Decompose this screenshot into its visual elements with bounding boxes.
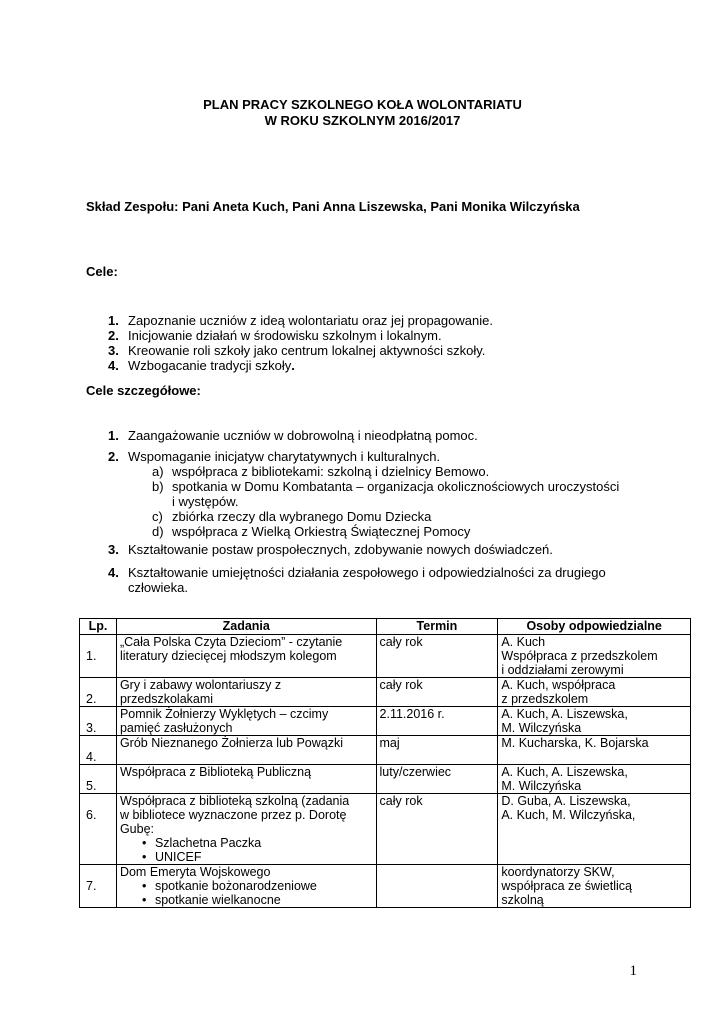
table-row [80, 736, 691, 765]
cell-term: 2.11.2016 r. [376, 707, 498, 736]
sub-item: d) współpraca z Wielką Orkiestrą Świątecznej Pomocy [152, 524, 471, 539]
cell-task: Gry i zabawy wolontariuszy z przedszkolakami [116, 678, 376, 707]
list-item: • UNICEF [120, 850, 373, 864]
sub-item: c) zbiórka rzeczy dla wybranego Domu Dziecka [152, 509, 432, 524]
table-row [80, 865, 691, 908]
table-row [80, 794, 691, 865]
page-number: 1 [629, 963, 637, 979]
goals-list [108, 313, 493, 373]
cell-lp: 2. [80, 678, 117, 707]
cell-task: Współpraca z Biblioteką Publiczną [116, 765, 376, 794]
cell-task: Grób Nieznanego Żołnierza lub Powązki [116, 736, 376, 765]
cell-term: cały rok [376, 794, 498, 865]
list-item: • spotkanie bożonarodzeniowe [120, 879, 373, 893]
header-lp: Lp. [80, 619, 117, 635]
list-item: 1. Zapoznanie uczniów z ideą wolontariatu oraz jej propagowanie. [108, 313, 493, 328]
cell-persons: koordynatorzy SKW, współpraca ze świetlicą szkolną [498, 865, 691, 908]
title-line-1: PLAN PRACY SZKOLNEGO KOŁA WOLONTARIATU [203, 97, 522, 112]
header-persons: Osoby odpowiedzialne [498, 619, 691, 635]
cell-persons: A. Kuch, współpraca z przedszkolem [498, 678, 691, 707]
detailed-goals-heading: Cele szczegółowe: [86, 383, 201, 398]
list-item: 1. Zaangażowanie uczniów w dobrowolną i nieodpłatną pomoc. [108, 428, 478, 443]
cell-term: luty/czerwiec [376, 765, 498, 794]
cell-lp: 5. [80, 765, 117, 794]
table-row [80, 678, 691, 707]
list-item: 3. Kształtowanie postaw prospołecznych, zdobywanie nowych doświadczeń. [108, 542, 553, 557]
cell-lp: 1. [80, 635, 117, 678]
task-bullets [120, 836, 373, 864]
cell-lp: 6. [80, 794, 117, 865]
title-line-2: W ROKU SZKOLNYM 2016/2017 [264, 113, 461, 128]
table-row [80, 765, 691, 794]
cell-term: cały rok [376, 635, 498, 678]
cell-lp: 3. [80, 707, 117, 736]
cell-persons: A. Kuch Współpraca z przedszkolem i oddziałami zerowymi [498, 635, 691, 678]
header-term: Termin [376, 619, 498, 635]
cell-task: Współpraca z biblioteką szkolną (zadania w bibliotece wyznaczone przez p. Dorotę Gubę: • Szlachetna Paczka • UNICEF [116, 794, 376, 865]
page-title [0, 97, 725, 129]
header-task: Zadania [116, 619, 376, 635]
cell-term: maj [376, 736, 498, 765]
table-row [80, 707, 691, 736]
cell-persons: A. Kuch, A. Liszewska, M. Wilczyńska [498, 707, 691, 736]
cell-persons: M. Kucharska, K. Bojarska [498, 736, 691, 765]
detailed-goals-item-4 [108, 565, 636, 595]
cell-lp: 7. [80, 865, 117, 908]
list-item-continuation: człowieka. [128, 580, 188, 595]
cell-task: Dom Emeryta Wojskowego • spotkanie bożonarodzeniowe • spotkanie wielkanocne [116, 865, 376, 908]
task-bullets [120, 879, 373, 907]
sub-item: b) spotkania w Domu Kombatanta – organizacja okolicznościowych uroczystości [152, 479, 620, 494]
detailed-goals-item-2 [108, 449, 441, 464]
sub-item: i występów. [172, 494, 239, 509]
cell-term [376, 865, 498, 908]
team-line: Skład Zespołu: Pani Aneta Kuch, Pani Anna Liszewska, Pani Monika Wilczyńska [86, 199, 580, 214]
detailed-goals-item-1 [108, 428, 478, 443]
list-item: 2. Wspomaganie inicjatyw charytatywnych i kulturalnych. [108, 449, 441, 464]
cell-task: Pomnik Żołnierzy Wyklętych – czcimy pamięć zasłużonych [116, 707, 376, 736]
list-item: • Szlachetna Paczka [120, 836, 373, 850]
goals-heading: Cele: [86, 264, 118, 279]
cell-persons: A. Kuch, A. Liszewska, M. Wilczyńska [498, 765, 691, 794]
cell-term: cały rok [376, 678, 498, 707]
list-item: 2. Inicjowanie działań w środowisku szkolnym i lokalnym. [108, 328, 442, 343]
list-item: 3. Kreowanie roli szkoły jako centrum lokalnej aktywności szkoły. [108, 343, 486, 358]
sub-item: a) współpraca z bibliotekami: szkolną i dzielnicy Bemowo. [152, 464, 490, 479]
table-row [80, 635, 691, 678]
table-header-row [80, 619, 691, 635]
list-item: 4. Kształtowanie umiejętności działania zespołowego i odpowiedzialności za drugiego [108, 565, 606, 580]
cell-lp: 4. [80, 736, 117, 765]
cell-task: „Cała Polska Czyta Dzieciom” - czytanie literatury dziecięcej młodszym kolegom [116, 635, 376, 678]
detailed-goals-item-3 [108, 542, 553, 557]
list-item: 4. Wzbogacanie tradycji szkoły. [108, 358, 295, 373]
cell-persons: D. Guba, A. Liszewska, A. Kuch, M. Wilczyńska, [498, 794, 691, 865]
detailed-goals-sublist [152, 464, 619, 539]
list-item: • spotkanie wielkanocne [120, 893, 373, 907]
plan-table [79, 618, 691, 908]
